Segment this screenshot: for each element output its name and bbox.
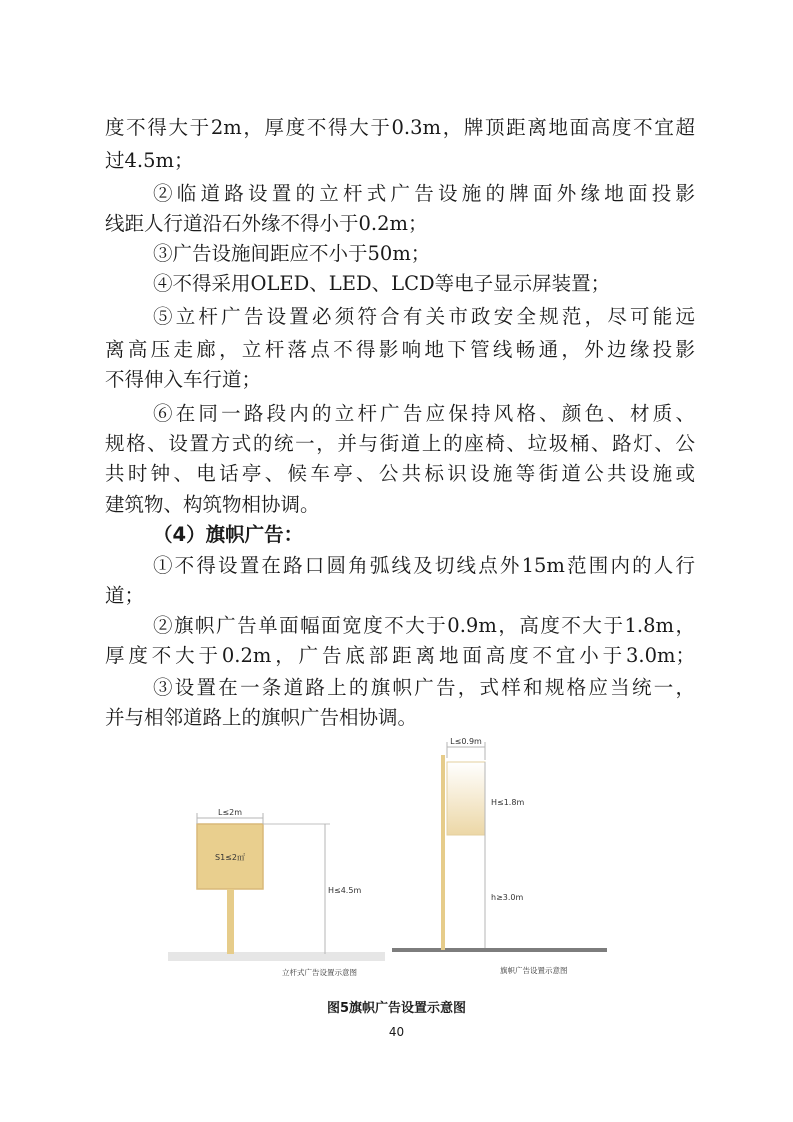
flag-width-label: L≤0.9m: [450, 737, 482, 746]
paragraph-line: ①不得设置在路口圆角弧线及切线点外15m范围内的人行: [153, 554, 695, 577]
width-label: L≤2m: [217, 808, 243, 817]
figure-caption: 图5旗帜广告设置示意图: [326, 1001, 467, 1016]
left-panel-caption: 立杆式广告设置示意图: [282, 968, 357, 977]
paragraph-line: 规格、设置方式的统一，并与街道上的座椅、垃圾桶、路灯、公: [105, 432, 695, 455]
paragraph-line: 并与相邻道路上的旗帜广告相协调。: [105, 706, 418, 729]
paragraph-line: 线距人行道沿石外缘不得小于0.2m；: [105, 212, 428, 235]
paragraph-line: 共时钟、电话亭、候车亭、公共标识设施等街道公共设施或: [105, 462, 695, 485]
paragraph-line: 过4.5m；: [105, 149, 194, 172]
flag-ad-illustration: [392, 737, 607, 975]
paragraph-line: ⑥在同一路段内的立杆广告应保持风格、颜色、材质、: [153, 402, 695, 425]
paragraph-line: ③设置在一条道路上的旗帜广告，式样和规格应当统一，: [153, 676, 695, 699]
paragraph-line: 道；: [105, 584, 145, 607]
paragraph-line: 厚度不大于0.2m，广告底部距离地面高度不宜小于3.0m；: [105, 644, 695, 667]
right-panel-caption: 旗帜广告设置示意图: [500, 966, 568, 975]
billboard-pole: [227, 889, 234, 954]
paragraph-line: ③广告设施间距应不小于50m；: [153, 242, 431, 265]
clearance-label: h≥3.0m: [491, 893, 524, 902]
paragraph-line: ④不得采用OLED、LED、LCD等电子显示屏装置；: [153, 272, 611, 295]
page-number: 40: [388, 1025, 405, 1039]
paragraph-line: 不得伸入车行道；: [105, 368, 262, 391]
paragraph-line: 建筑物、构筑物相协调。: [105, 493, 320, 516]
paragraph-line: 离高压走廊，立杆落点不得影响地下管线畅通，外边缘投影: [105, 338, 695, 361]
flag-banner: [447, 762, 485, 835]
paragraph-line: ⑤立杆广告设置必须符合有关市政安全规范，尽可能远: [153, 305, 695, 328]
paragraph-line: 度不得大于2m，厚度不得大于0.3m，牌顶距离地面高度不宜超: [105, 116, 695, 139]
section-heading: （4）旗帜广告：: [153, 523, 304, 546]
paragraph-line: ②旗帜广告单面幅面宽度不大于0.9m，高度不大于1.8m，: [153, 614, 695, 637]
flag-pole: [441, 755, 445, 950]
ground-line: [392, 948, 607, 952]
ground-shadow: [168, 952, 385, 961]
height-label: H≤4.5m: [328, 886, 362, 895]
paragraph-line: ②临道路设置的立杆式广告设施的牌面外缘地面投影: [153, 182, 695, 205]
area-label: S1≤2㎡: [215, 853, 245, 862]
pole-billboard-illustration: [168, 808, 385, 977]
flag-height-label: H≤1.8m: [491, 798, 525, 807]
